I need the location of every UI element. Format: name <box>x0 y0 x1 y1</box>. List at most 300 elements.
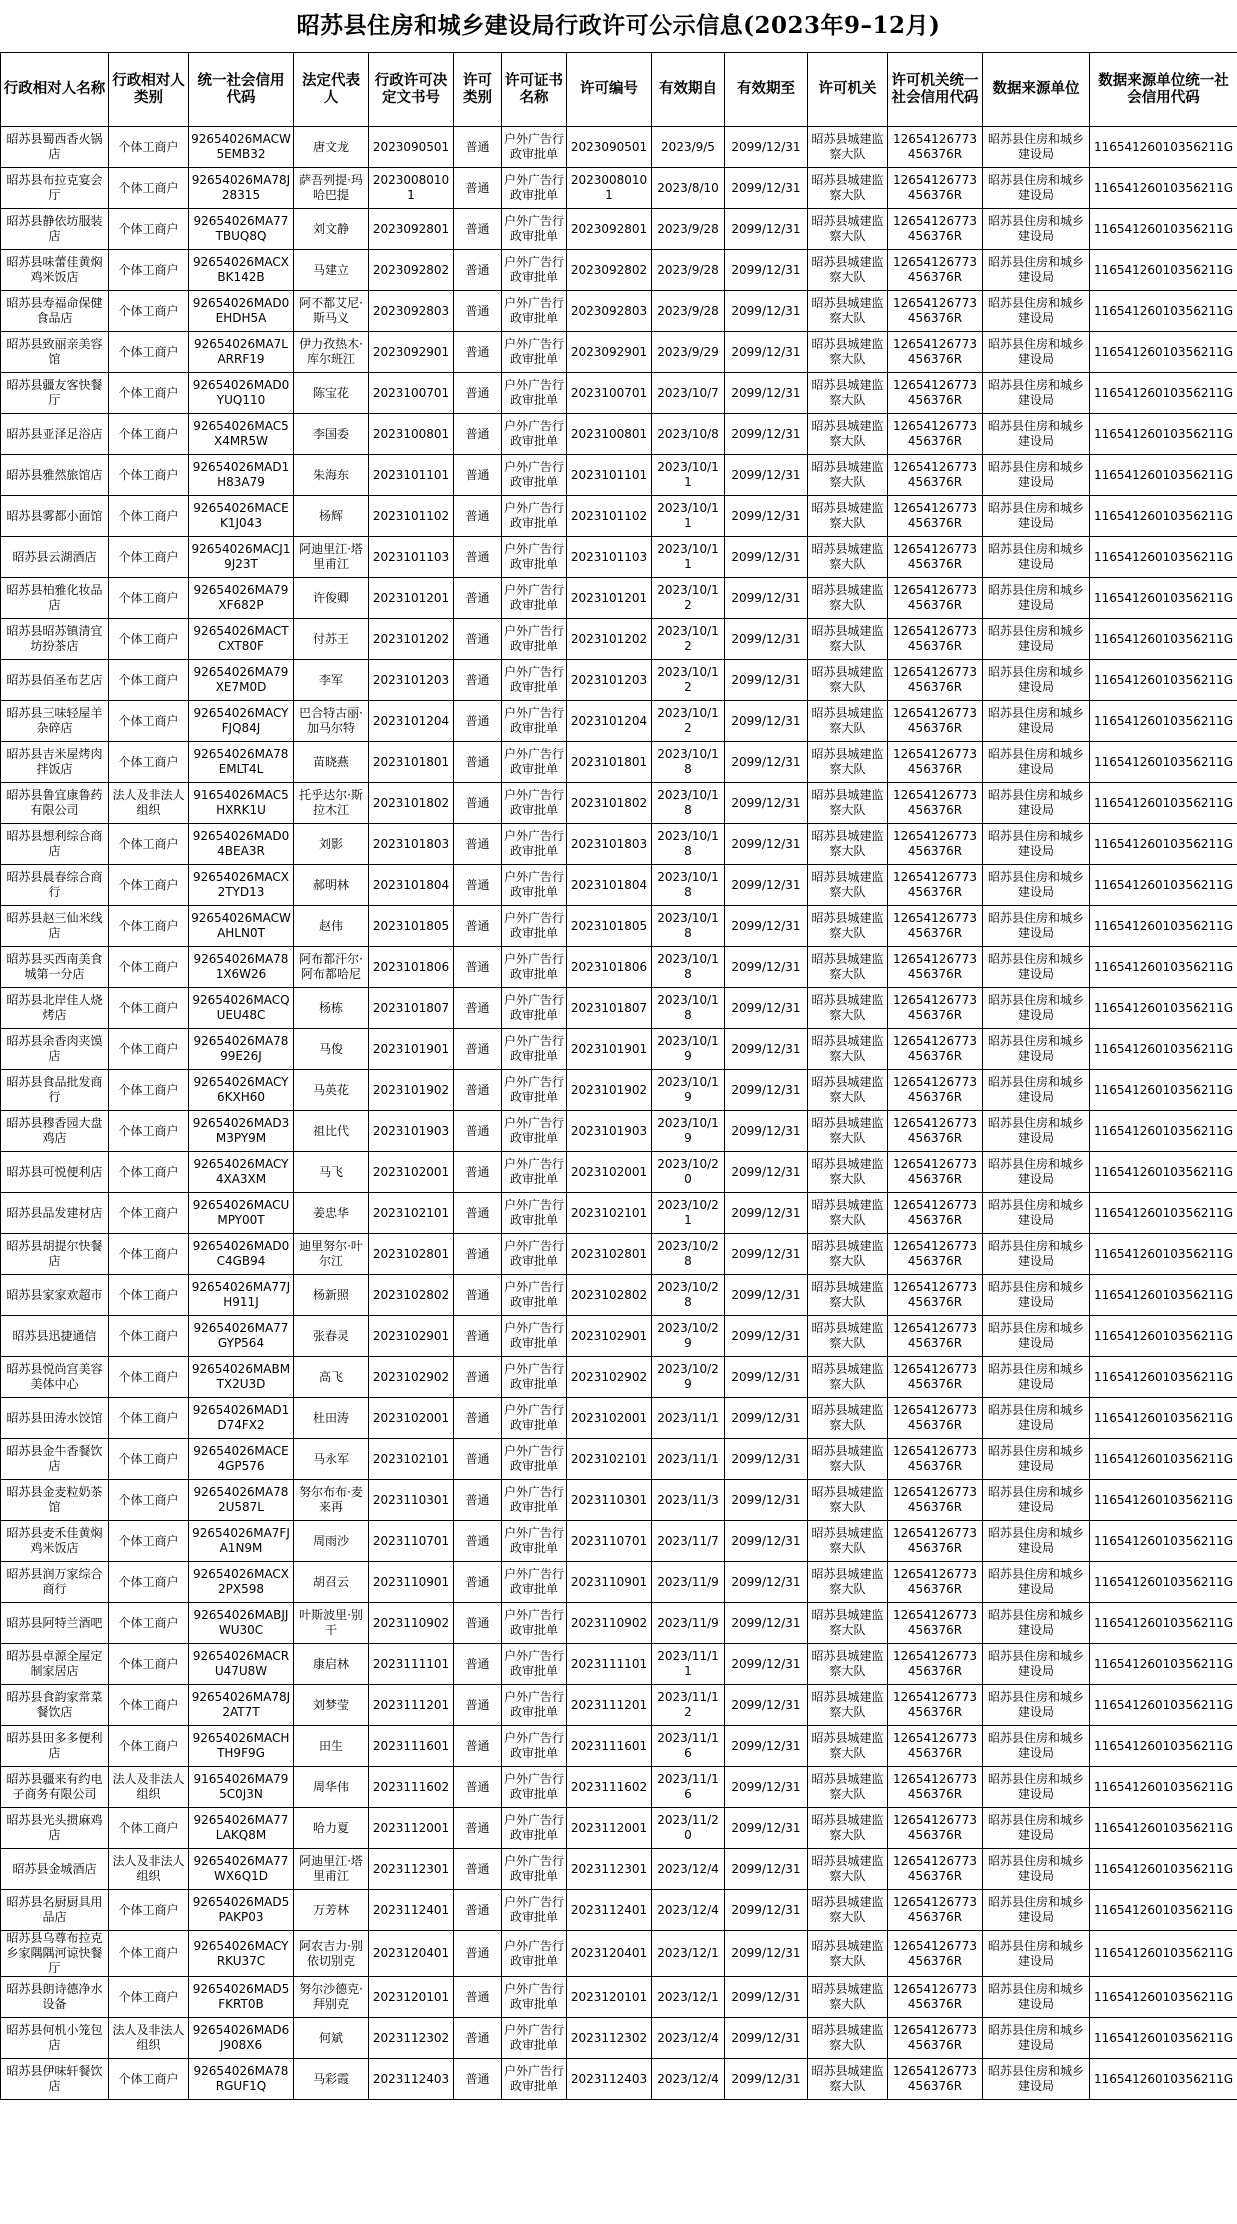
table-cell: 昭苏县致丽亲美容馆 <box>1 332 109 373</box>
table-row <box>1 619 1237 660</box>
table-cell: 2023101204 <box>369 701 454 742</box>
table-cell: 周华伟 <box>294 1767 369 1808</box>
table-row <box>1 1685 1237 1726</box>
table-cell: 11654126010356211G <box>1090 1234 1237 1275</box>
table-cell: 2099/12/31 <box>725 824 808 865</box>
table-cell: 11654126010356211G <box>1090 947 1237 988</box>
table-cell: 户外广告行政审批单 <box>502 906 567 947</box>
table-cell: 11654126010356211G <box>1090 1480 1237 1521</box>
table-cell: 个体工商户 <box>109 1070 189 1111</box>
table-cell: 2023101804 <box>369 865 454 906</box>
table-body <box>1 127 1237 2100</box>
table-row <box>1 1439 1237 1480</box>
column-header: 有效期自 <box>652 53 725 127</box>
table-cell: 户外广告行政审批单 <box>502 1849 567 1890</box>
table-cell: 12654126773456376R <box>888 2018 983 2059</box>
table-cell: 92654026MAD04BEA3R <box>189 824 294 865</box>
table-cell: 法人及非法人组织 <box>109 2018 189 2059</box>
table-cell: 92654026MA79XE7M0D <box>189 660 294 701</box>
table-cell: 12654126773456376R <box>888 1890 983 1931</box>
table-cell: 户外广告行政审批单 <box>502 1193 567 1234</box>
column-header: 许可证书名称 <box>502 53 567 127</box>
table-cell: 2023101803 <box>567 824 652 865</box>
table-cell: 12654126773456376R <box>888 578 983 619</box>
table-cell: 杨新照 <box>294 1275 369 1316</box>
table-cell: 2099/12/31 <box>725 250 808 291</box>
table-cell: 2099/12/31 <box>725 455 808 496</box>
table-cell: 2023112001 <box>369 1808 454 1849</box>
table-cell: 92654026MAC5X4MR5W <box>189 414 294 455</box>
table-cell: 昭苏县吉米屋烤肉拌饭店 <box>1 742 109 783</box>
table-cell: 个体工商户 <box>109 660 189 701</box>
table-cell: 11654126010356211G <box>1090 455 1237 496</box>
table-cell: 2023102902 <box>369 1357 454 1398</box>
table-cell: 11654126010356211G <box>1090 1685 1237 1726</box>
table-cell: 户外广告行政审批单 <box>502 619 567 660</box>
table-cell: 12654126773456376R <box>888 2059 983 2100</box>
column-header: 许可编号 <box>567 53 652 127</box>
table-row <box>1 414 1237 455</box>
table-cell: 普通 <box>454 1398 502 1439</box>
table-cell: 92654026MA77JH911J <box>189 1275 294 1316</box>
column-header: 许可类别 <box>454 53 502 127</box>
table-cell: 11654126010356211G <box>1090 1070 1237 1111</box>
table-cell: 昭苏县润万家综合商行 <box>1 1562 109 1603</box>
table-cell: 92654026MA782U587L <box>189 1480 294 1521</box>
table-cell: 马永军 <box>294 1439 369 1480</box>
table-cell: 2023102801 <box>369 1234 454 1275</box>
table-cell: 昭苏县城建监察大队 <box>808 332 888 373</box>
table-cell: 昭苏县城建监察大队 <box>808 1767 888 1808</box>
table-cell: 2023/11/1 <box>652 1398 725 1439</box>
table-cell: 2023092802 <box>567 250 652 291</box>
table-cell: 苗晓燕 <box>294 742 369 783</box>
table-cell: 2023/10/18 <box>652 824 725 865</box>
table-cell: 2099/12/31 <box>725 1111 808 1152</box>
table-cell: 普通 <box>454 1685 502 1726</box>
table-cell: 昭苏县住房和城乡建设局 <box>983 660 1090 701</box>
table-cell: 2023/11/9 <box>652 1562 725 1603</box>
table-cell: 2023/10/18 <box>652 906 725 947</box>
table-cell: 昭苏县住房和城乡建设局 <box>983 127 1090 168</box>
table-cell: 昭苏县胡提尔快餐店 <box>1 1234 109 1275</box>
table-cell: 12654126773456376R <box>888 947 983 988</box>
table-cell: 户外广告行政审批单 <box>502 1767 567 1808</box>
table-cell: 昭苏县住房和城乡建设局 <box>983 1029 1090 1070</box>
table-cell: 2099/12/31 <box>725 1357 808 1398</box>
table-cell: 2023112301 <box>567 1849 652 1890</box>
table-cell: 昭苏县阿特兰酒吧 <box>1 1603 109 1644</box>
table-cell: 昭苏县住房和城乡建设局 <box>983 1070 1090 1111</box>
table-cell: 昭苏县住房和城乡建设局 <box>983 742 1090 783</box>
table-cell: 普通 <box>454 783 502 824</box>
table-cell: 昭苏县城建监察大队 <box>808 1890 888 1931</box>
table-cell: 普通 <box>454 209 502 250</box>
table-cell: 昭苏县城建监察大队 <box>808 1275 888 1316</box>
table-cell: 20230080101 <box>567 168 652 209</box>
table-cell: 2099/12/31 <box>725 496 808 537</box>
table-cell: 昭苏县雾都小面馆 <box>1 496 109 537</box>
table-cell: 92654026MAD0YUQ110 <box>189 373 294 414</box>
table-cell: 昭苏县住房和城乡建设局 <box>983 291 1090 332</box>
table-cell: 2023101202 <box>567 619 652 660</box>
table-cell: 2023102801 <box>567 1234 652 1275</box>
table-cell: 昭苏县家家欢超市 <box>1 1275 109 1316</box>
table-cell: 户外广告行政审批单 <box>502 1275 567 1316</box>
table-cell: 马英花 <box>294 1070 369 1111</box>
table-cell: 12654126773456376R <box>888 865 983 906</box>
table-cell: 昭苏县城建监察大队 <box>808 578 888 619</box>
table-cell: 户外广告行政审批单 <box>502 742 567 783</box>
table-cell: 2023101807 <box>369 988 454 1029</box>
table-cell: 昭苏县住房和城乡建设局 <box>983 1767 1090 1808</box>
table-cell: 11654126010356211G <box>1090 1644 1237 1685</box>
table-cell: 2023/11/7 <box>652 1521 725 1562</box>
table-cell: 周雨沙 <box>294 1521 369 1562</box>
table-cell: 个体工商户 <box>109 824 189 865</box>
table-cell: 2099/12/31 <box>725 1603 808 1644</box>
table-cell: 2099/12/31 <box>725 1931 808 1977</box>
table-cell: 11654126010356211G <box>1090 2018 1237 2059</box>
table-cell: 普通 <box>454 742 502 783</box>
table-cell: 昭苏县金麦粒奶茶馆 <box>1 1480 109 1521</box>
table-cell: 2099/12/31 <box>725 1644 808 1685</box>
table-cell: 12654126773456376R <box>888 906 983 947</box>
table-row <box>1 168 1237 209</box>
table-cell: 92654026MAD1D74FX2 <box>189 1398 294 1439</box>
table-cell: 2023101203 <box>567 660 652 701</box>
table-cell: 刘梦莹 <box>294 1685 369 1726</box>
column-header: 有效期至 <box>725 53 808 127</box>
table-cell: 昭苏县城建监察大队 <box>808 1562 888 1603</box>
table-cell: 个体工商户 <box>109 373 189 414</box>
table-cell: 92654026MA7FJA1N9M <box>189 1521 294 1562</box>
table-cell: 92654026MA78RGUF1Q <box>189 2059 294 2100</box>
table-cell: 2023090501 <box>567 127 652 168</box>
table-cell: 12654126773456376R <box>888 414 983 455</box>
table-cell: 2099/12/31 <box>725 1480 808 1521</box>
table-cell: 2099/12/31 <box>725 1193 808 1234</box>
table-cell: 个体工商户 <box>109 1890 189 1931</box>
table-cell: 92654026MA77WX6Q1D <box>189 1849 294 1890</box>
table-cell: 昭苏县伊味轩餐饮店 <box>1 2059 109 2100</box>
table-cell: 昭苏县买西南美食城第一分店 <box>1 947 109 988</box>
table-cell: 普通 <box>454 1480 502 1521</box>
table-cell: 昭苏县城建监察大队 <box>808 1726 888 1767</box>
table-cell: 2023110901 <box>567 1562 652 1603</box>
table-cell: 12654126773456376R <box>888 1931 983 1977</box>
table-cell: 12654126773456376R <box>888 1152 983 1193</box>
table-cell: 2023112301 <box>369 1849 454 1890</box>
table-cell: 普通 <box>454 414 502 455</box>
table-cell: 11654126010356211G <box>1090 1849 1237 1890</box>
table-row <box>1 2018 1237 2059</box>
table-cell: 昭苏县城建监察大队 <box>808 2018 888 2059</box>
table-cell: 普通 <box>454 1931 502 1977</box>
table-cell: 个体工商户 <box>109 701 189 742</box>
table-cell: 个体工商户 <box>109 1029 189 1070</box>
table-cell: 个体工商户 <box>109 988 189 1029</box>
table-cell: 户外广告行政审批单 <box>502 1808 567 1849</box>
table-cell: 2023/11/3 <box>652 1480 725 1521</box>
table-cell: 昭苏县城建监察大队 <box>808 701 888 742</box>
table-cell: 昭苏县住房和城乡建设局 <box>983 947 1090 988</box>
table-cell: 2023/11/16 <box>652 1726 725 1767</box>
table-cell: 11654126010356211G <box>1090 1977 1237 2018</box>
table-cell: 昭苏县城建监察大队 <box>808 1029 888 1070</box>
table-cell: 92654026MA78EMLT4L <box>189 742 294 783</box>
table-cell: 户外广告行政审批单 <box>502 865 567 906</box>
table-cell: 马飞 <box>294 1152 369 1193</box>
table-cell: 92654026MACWAHLN0T <box>189 906 294 947</box>
table-cell: 昭苏县城建监察大队 <box>808 168 888 209</box>
table-cell: 2023110301 <box>567 1480 652 1521</box>
table-cell: 何斌 <box>294 2018 369 2059</box>
table-cell: 个体工商户 <box>109 2059 189 2100</box>
table-cell: 2023101901 <box>567 1029 652 1070</box>
table-cell: 2023102101 <box>369 1193 454 1234</box>
table-row <box>1 1849 1237 1890</box>
table-cell: 2023101803 <box>369 824 454 865</box>
table-cell: 胡召云 <box>294 1562 369 1603</box>
table-cell: 户外广告行政审批单 <box>502 1398 567 1439</box>
table-cell: 12654126773456376R <box>888 1480 983 1521</box>
table-cell: 个体工商户 <box>109 127 189 168</box>
table-cell: 91654026MAC5HXRK1U <box>189 783 294 824</box>
table-cell: 户外广告行政审批单 <box>502 373 567 414</box>
table-row <box>1 1644 1237 1685</box>
table-cell: 个体工商户 <box>109 865 189 906</box>
table-cell: 2099/12/31 <box>725 1685 808 1726</box>
table-cell: 昭苏县城建监察大队 <box>808 1398 888 1439</box>
table-cell: 伊力孜热木·库尔班江 <box>294 332 369 373</box>
table-cell: 昭苏县味蕾佳黄焖鸡米饭店 <box>1 250 109 291</box>
table-row <box>1 455 1237 496</box>
table-cell: 个体工商户 <box>109 332 189 373</box>
table-cell: 2099/12/31 <box>725 1767 808 1808</box>
table-cell: 祖比代 <box>294 1111 369 1152</box>
table-row <box>1 1767 1237 1808</box>
table-cell: 昭苏县城建监察大队 <box>808 496 888 537</box>
table-cell: 个体工商户 <box>109 1152 189 1193</box>
table-cell: 昭苏县住房和城乡建设局 <box>983 209 1090 250</box>
table-cell: 昭苏县住房和城乡建设局 <box>983 1193 1090 1234</box>
table-cell: 昭苏县城建监察大队 <box>808 906 888 947</box>
table-cell: 11654126010356211G <box>1090 496 1237 537</box>
table-cell: 普通 <box>454 1070 502 1111</box>
table-cell: 昭苏县城建监察大队 <box>808 865 888 906</box>
table-cell: 普通 <box>454 1849 502 1890</box>
table-cell: 2023092801 <box>567 209 652 250</box>
table-cell: 昭苏县亚泽足浴店 <box>1 414 109 455</box>
table-cell: 户外广告行政审批单 <box>502 1439 567 1480</box>
table-row <box>1 250 1237 291</box>
table-cell: 2099/12/31 <box>725 1398 808 1439</box>
table-cell: 个体工商户 <box>109 1439 189 1480</box>
table-cell: 2099/12/31 <box>725 660 808 701</box>
table-cell: 昭苏县麦禾佳黄焖鸡米饭店 <box>1 1521 109 1562</box>
table-cell: 2023111201 <box>567 1685 652 1726</box>
table-cell: 户外广告行政审批单 <box>502 1521 567 1562</box>
table-cell: 昭苏县住房和城乡建设局 <box>983 824 1090 865</box>
table-cell: 普通 <box>454 1890 502 1931</box>
table-cell: 2023101203 <box>369 660 454 701</box>
table-cell: 2023/11/11 <box>652 1644 725 1685</box>
table-cell: 2023102001 <box>567 1398 652 1439</box>
table-row <box>1 906 1237 947</box>
table-cell: 2023100701 <box>567 373 652 414</box>
table-cell: 2099/12/31 <box>725 1029 808 1070</box>
table-cell: 巴合特古丽·加马尔特 <box>294 701 369 742</box>
table-cell: 92654026MACQUEU48C <box>189 988 294 1029</box>
table-cell: 11654126010356211G <box>1090 1152 1237 1193</box>
table-cell: 2099/12/31 <box>725 1234 808 1275</box>
table-cell: 户外广告行政审批单 <box>502 1890 567 1931</box>
table-cell: 92654026MACY6KXH60 <box>189 1070 294 1111</box>
table-cell: 户外广告行政审批单 <box>502 127 567 168</box>
column-header: 行政相对人类别 <box>109 53 189 127</box>
table-cell: 昭苏县余香肉夹馍店 <box>1 1029 109 1070</box>
table-cell: 11654126010356211G <box>1090 1398 1237 1439</box>
table-cell: 2023112302 <box>567 2018 652 2059</box>
table-cell: 92654026MACHTH9F9G <box>189 1726 294 1767</box>
table-cell: 昭苏县城建监察大队 <box>808 373 888 414</box>
table-cell: 2099/12/31 <box>725 1439 808 1480</box>
table-cell: 户外广告行政审批单 <box>502 1029 567 1070</box>
table-row <box>1 373 1237 414</box>
table-cell: 昭苏县疆来有约电子商务有限公司 <box>1 1767 109 1808</box>
table-cell: 昭苏县住房和城乡建设局 <box>983 1316 1090 1357</box>
table-cell: 2023101202 <box>369 619 454 660</box>
table-cell: 个体工商户 <box>109 209 189 250</box>
table-cell: 普通 <box>454 373 502 414</box>
table-cell: 普通 <box>454 824 502 865</box>
table-cell: 昭苏县朗诗德净水设备 <box>1 1977 109 2018</box>
table-cell: 昭苏县田涛水饺馆 <box>1 1398 109 1439</box>
table-cell: 2023102101 <box>567 1439 652 1480</box>
table-cell: 12654126773456376R <box>888 1685 983 1726</box>
table-cell: 2099/12/31 <box>725 865 808 906</box>
table-cell: 11654126010356211G <box>1090 742 1237 783</box>
table-cell: 11654126010356211G <box>1090 1193 1237 1234</box>
table-cell: 昭苏县食品批发商行 <box>1 1070 109 1111</box>
table-cell: 昭苏县城建监察大队 <box>808 783 888 824</box>
table-cell: 普通 <box>454 1644 502 1685</box>
table-cell: 户外广告行政审批单 <box>502 988 567 1029</box>
table-cell: 昭苏县住房和城乡建设局 <box>983 1152 1090 1193</box>
table-cell: 2023/10/19 <box>652 1029 725 1070</box>
table-cell: 昭苏县田多多便利店 <box>1 1726 109 1767</box>
table-cell: 12654126773456376R <box>888 701 983 742</box>
table-cell: 马俊 <box>294 1029 369 1070</box>
table-cell: 11654126010356211G <box>1090 537 1237 578</box>
table-cell: 杨栋 <box>294 988 369 1029</box>
table-cell: 李国委 <box>294 414 369 455</box>
table-cell: 昭苏县城建监察大队 <box>808 250 888 291</box>
table-cell: 2023111602 <box>567 1767 652 1808</box>
table-cell: 个体工商户 <box>109 578 189 619</box>
table-cell: 个体工商户 <box>109 619 189 660</box>
table-cell: 11654126010356211G <box>1090 824 1237 865</box>
table-row <box>1 701 1237 742</box>
table-cell: 户外广告行政审批单 <box>502 1111 567 1152</box>
table-cell: 20230080101 <box>369 168 454 209</box>
table-cell: 2023100801 <box>369 414 454 455</box>
table-cell: 2099/12/31 <box>725 1316 808 1357</box>
table-cell: 2023/12/4 <box>652 1849 725 1890</box>
table-cell: 昭苏县住房和城乡建设局 <box>983 1849 1090 1890</box>
table-cell: 92654026MA7899E26J <box>189 1029 294 1070</box>
table-cell: 迪里努尔·叶尔江 <box>294 1234 369 1275</box>
table-cell: 昭苏县食韵家常菜餐饮店 <box>1 1685 109 1726</box>
table-cell: 2023110701 <box>369 1521 454 1562</box>
table-cell: 托乎达尔·斯拉木江 <box>294 783 369 824</box>
table-cell: 2023/10/29 <box>652 1357 725 1398</box>
table-cell: 昭苏县城建监察大队 <box>808 2059 888 2100</box>
table-cell: 12654126773456376R <box>888 1439 983 1480</box>
table-cell: 2099/12/31 <box>725 1275 808 1316</box>
table-cell: 2099/12/31 <box>725 1070 808 1111</box>
table-cell: 昭苏县想利综合商店 <box>1 824 109 865</box>
table-cell: 昭苏县住房和城乡建设局 <box>983 906 1090 947</box>
table-cell: 法人及非法人组织 <box>109 1849 189 1890</box>
table-cell: 普通 <box>454 947 502 988</box>
table-cell: 普通 <box>454 455 502 496</box>
table-cell: 92654026MA7LARRF19 <box>189 332 294 373</box>
table-cell: 2099/12/31 <box>725 2059 808 2100</box>
page-title: 昭苏县住房和城乡建设局行政许可公示信息(2023年9–12月) <box>296 12 941 39</box>
table-cell: 2023101201 <box>369 578 454 619</box>
table-cell: 2023/10/21 <box>652 1193 725 1234</box>
table-cell: 2099/12/31 <box>725 619 808 660</box>
table-cell: 2023102101 <box>567 1193 652 1234</box>
table-cell: 11654126010356211G <box>1090 578 1237 619</box>
table-cell: 昭苏县穆香园大盘鸡店 <box>1 1111 109 1152</box>
table-row <box>1 496 1237 537</box>
table-cell: 张春灵 <box>294 1316 369 1357</box>
table-cell: 昭苏县住房和城乡建设局 <box>983 168 1090 209</box>
table-cell: 昭苏县住房和城乡建设局 <box>983 2018 1090 2059</box>
table-cell: 个体工商户 <box>109 1562 189 1603</box>
table-cell: 2099/12/31 <box>725 2018 808 2059</box>
table-cell: 昭苏县城建监察大队 <box>808 414 888 455</box>
table-cell: 普通 <box>454 496 502 537</box>
table-cell: 昭苏县住房和城乡建设局 <box>983 1234 1090 1275</box>
table-cell: 昭苏县住房和城乡建设局 <box>983 1398 1090 1439</box>
table-cell: 昭苏县住房和城乡建设局 <box>983 1275 1090 1316</box>
table-cell: 个体工商户 <box>109 1644 189 1685</box>
table-cell: 92654026MACYFJQ84J <box>189 701 294 742</box>
table-cell: 11654126010356211G <box>1090 2059 1237 2100</box>
table-cell: 昭苏县住房和城乡建设局 <box>983 1521 1090 1562</box>
table-row <box>1 1726 1237 1767</box>
table-cell: 昭苏县城建监察大队 <box>808 947 888 988</box>
table-cell: 户外广告行政审批单 <box>502 1480 567 1521</box>
table-cell: 李军 <box>294 660 369 701</box>
table-cell: 2099/12/31 <box>725 373 808 414</box>
table-cell: 12654126773456376R <box>888 209 983 250</box>
table-cell: 个体工商户 <box>109 250 189 291</box>
table-cell: 阿不都艾尼·斯马义 <box>294 291 369 332</box>
table-cell: 92654026MACTCXT80F <box>189 619 294 660</box>
table-cell: 昭苏县住房和城乡建设局 <box>983 1808 1090 1849</box>
table-cell: 户外广告行政审批单 <box>502 1931 567 1977</box>
table-header-row <box>1 53 1237 127</box>
table-cell: 92654026MA78J28315 <box>189 168 294 209</box>
table-cell: 昭苏县城建监察大队 <box>808 1931 888 1977</box>
table-cell: 92654026MABMTX2U3D <box>189 1357 294 1398</box>
table-cell: 个体工商户 <box>109 1603 189 1644</box>
